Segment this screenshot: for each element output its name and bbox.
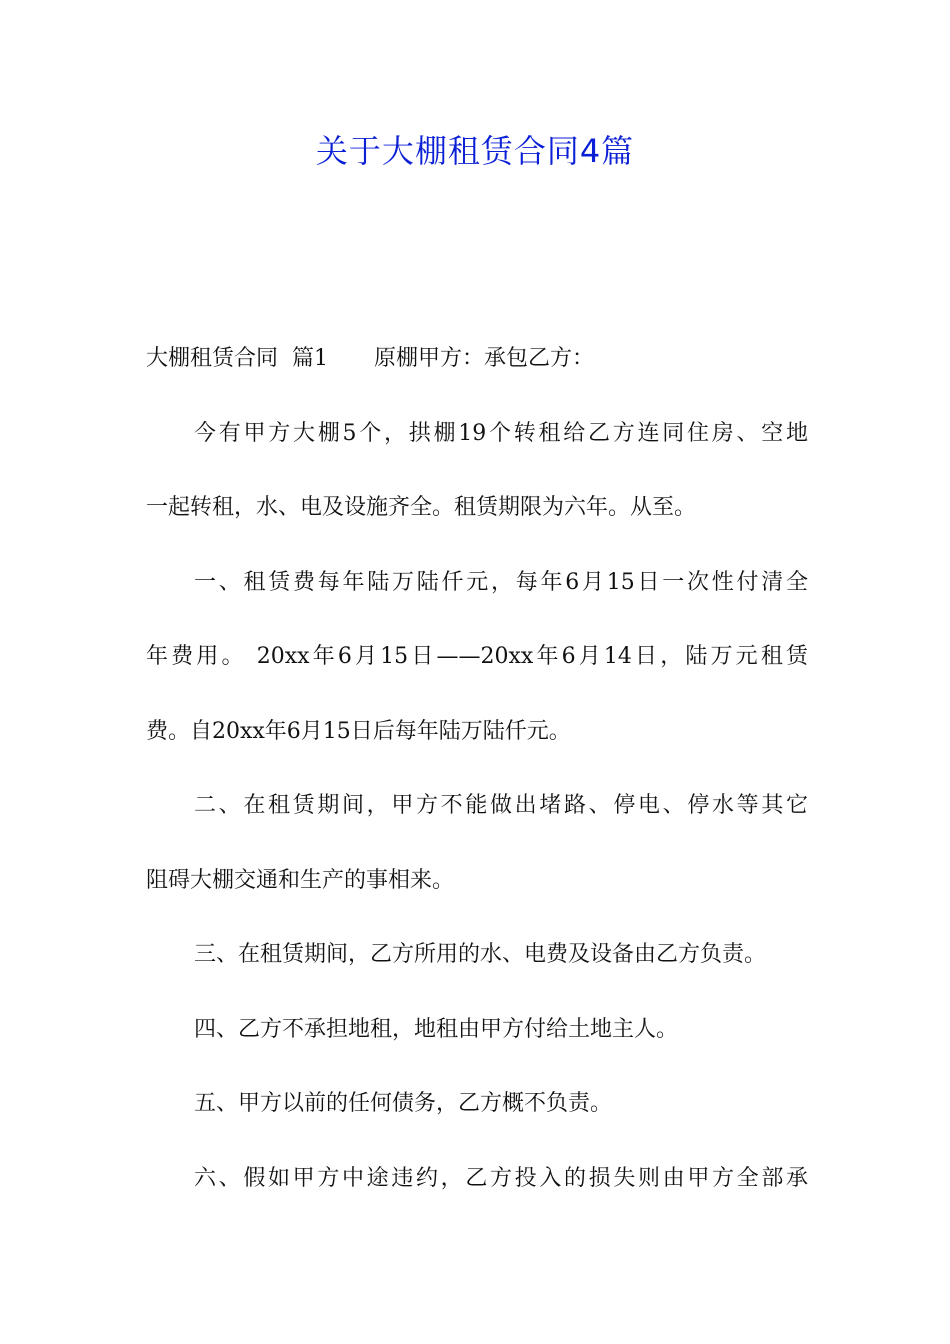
paragraph-line: 一、租赁费每年陆万陆仟元，每年6月15日一次性付清全 <box>194 569 808 595</box>
contract-parties: 原棚甲方：承包乙方： <box>374 346 595 371</box>
paragraph-line: 四、乙方不承担地租，地租由甲方付给土地主人。 <box>194 1016 679 1042</box>
document-body <box>146 334 808 1228</box>
paragraph-line: 年费用。 20xx年6月15日——20xx年6月14日，陆万元租赁 <box>146 644 808 669</box>
contract-part-number: 篇1 <box>292 346 329 371</box>
paragraph-line: 今有甲方大棚5个，拱棚19个转租给乙方连同住房、空地 <box>194 420 808 446</box>
contract-heading-line <box>146 334 808 409</box>
paragraph-line: 阻碍大棚交通和生产的事相来。 <box>146 867 455 893</box>
paragraph-line: 三、在租赁期间，乙方所用的水、电费及设备由乙方负责。 <box>194 942 767 967</box>
contract-name: 大棚租赁合同 <box>146 346 279 371</box>
paragraph-line: 费。自20xx年6月15日后每年陆万陆仟元。 <box>146 718 571 744</box>
paragraph-line: 二、在租赁期间，甲方不能做出堵路、停电、停水等其它 <box>194 793 808 818</box>
document-title: 关于大棚租赁合同4篇 <box>315 132 635 170</box>
paragraph-line: 六、假如甲方中途违约，乙方投入的损失则由甲方全部承 <box>194 1165 808 1191</box>
paragraph-line: 五、甲方以前的任何债务，乙方概不负责。 <box>194 1091 613 1116</box>
paragraph-line: 一起转租，水、电及设施齐全。租赁期限为六年。从至。 <box>146 495 697 520</box>
